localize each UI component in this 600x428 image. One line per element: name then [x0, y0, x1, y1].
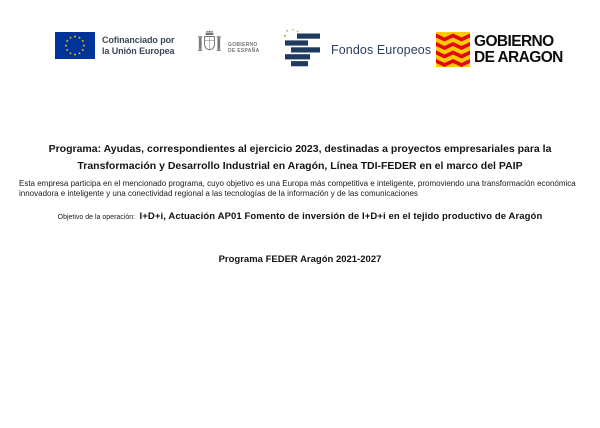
aragon-flag-icon [436, 32, 470, 67]
spain-coat-of-arms-icon [196, 29, 223, 67]
gobierno-espana-logo [196, 29, 260, 67]
program-description: Esta empresa participa en el mencionado programa, cuyo objetivo es una Europa más competitiva e inteligente, promoviendo una transformación económica innovadora e inteligente y una conectividad regional a las tecnologías de la información y de las comunicaciones [19, 179, 576, 198]
spain-logo-text-line1: GOBIERNO [228, 42, 258, 48]
operation-objective-value: I+D+i, Actuación AP01 Fomento de inversión de I+D+i en el tejido productivo de Aragón [139, 211, 543, 222]
eu-logo-text-line1: Cofinanciado por [102, 35, 175, 45]
aragon-logo-text-line1: GOBIERNO [474, 33, 554, 50]
eu-logo-text [102, 35, 174, 56]
eu-logo-text-line2: la Unión Europea [102, 45, 175, 56]
program-title-line1: Programa: Ayudas, correspondientes al ejercicio 2023, destinadas a proyectos empresariales para la [48, 143, 552, 155]
operation-objective [0, 206, 600, 224]
spain-logo-text-line2: DE ESPAÑA [228, 48, 260, 54]
fondos-europeos-label: Fondos Europeos [331, 43, 432, 57]
aragon-logo-text-line2: DE ARAGON [474, 48, 563, 66]
program-title [10, 141, 590, 174]
fondos-europeos-flag-icon [284, 29, 322, 71]
program-title-line2: Transformación y Desarrollo Industrial en Aragón, Línea TDI-FEDER en el marco del PAIP [77, 159, 523, 172]
operation-objective-label: Objetivo de la operación: [57, 214, 136, 221]
spain-logo-text [228, 42, 260, 54]
program-footer: Programa FEDER Aragón 2021-2027 [218, 254, 382, 265]
fondos-europeos-logo [284, 29, 431, 71]
gobierno-aragon-logo [436, 32, 563, 67]
eu-cofinanciado-logo [55, 32, 174, 59]
eu-flag-icon [55, 32, 95, 59]
aragon-logo-text [474, 34, 563, 65]
